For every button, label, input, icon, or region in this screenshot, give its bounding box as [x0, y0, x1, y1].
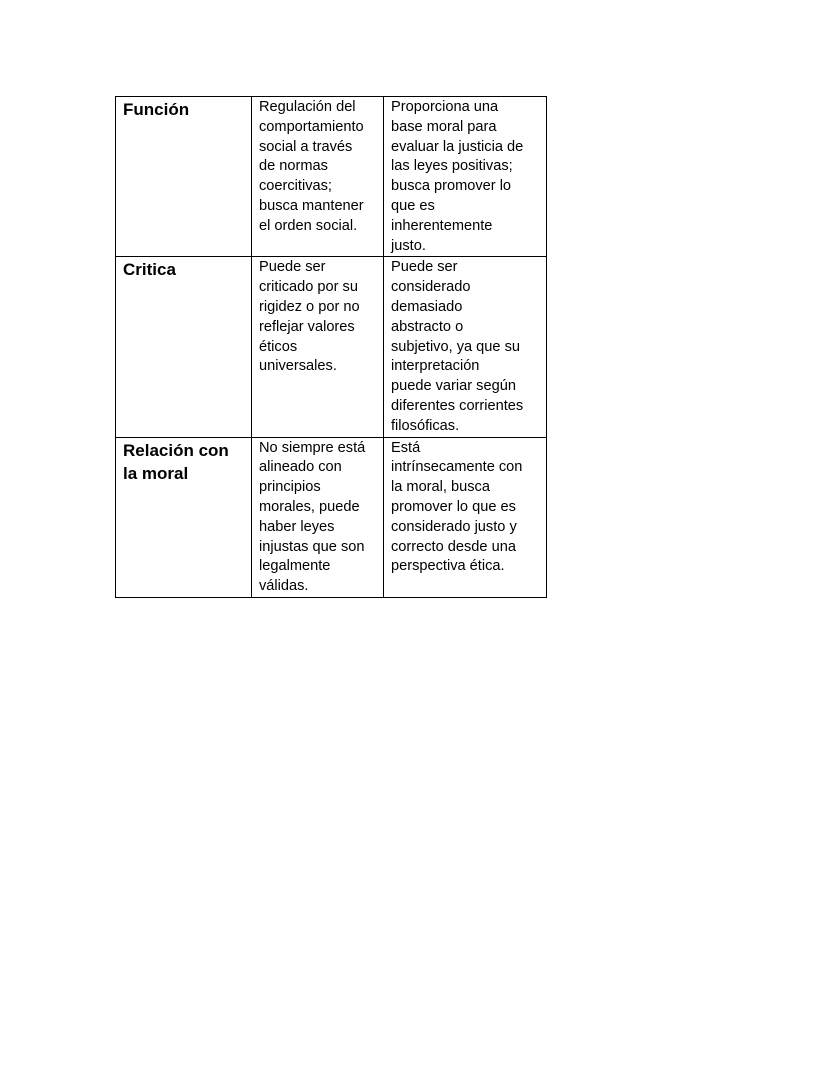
table-cell [252, 437, 384, 597]
table-cell [384, 437, 547, 597]
table-cell [252, 257, 384, 437]
table-cell [384, 257, 547, 437]
table-row-critica [116, 257, 547, 437]
cell-text: Proporciona una base moral para evaluar la justicia de las leyes positivas; busca promover lo que es inherentemente justo. [391, 99, 524, 254]
row-label: Función [123, 100, 190, 119]
row-label: Relación con la moral [123, 440, 229, 483]
table-cell [384, 97, 547, 257]
cell-text: Está intrínsecamente con la moral, busca promover lo que es considerado justo y correcto desde una perspectiva ética. [391, 439, 523, 575]
cell-text: No siempre está alineado con principios morales, puede haber leyes injustas que son legalmente válidas. [259, 439, 366, 595]
table-row-funcion [116, 97, 547, 257]
cell-text: Puede ser criticado por su rigidez o por no reflejar valores éticos universales. [259, 259, 360, 375]
row-label-cell [116, 437, 252, 597]
cell-text: Regulación del comportamiento social a través de normas coercitivas; busca mantener el orden social. [259, 99, 364, 234]
comparison-table [115, 96, 547, 598]
row-label-cell [116, 257, 252, 437]
table-cell [252, 97, 384, 257]
table-row-relacion-con-la-moral [116, 437, 547, 597]
row-label: Critica [123, 260, 176, 280]
cell-text: Puede ser considerado demasiado abstracto o subjetivo, ya que su interpretación puede variar según diferentes corrientes filosóficas. [391, 259, 524, 434]
row-label-cell [116, 97, 252, 257]
